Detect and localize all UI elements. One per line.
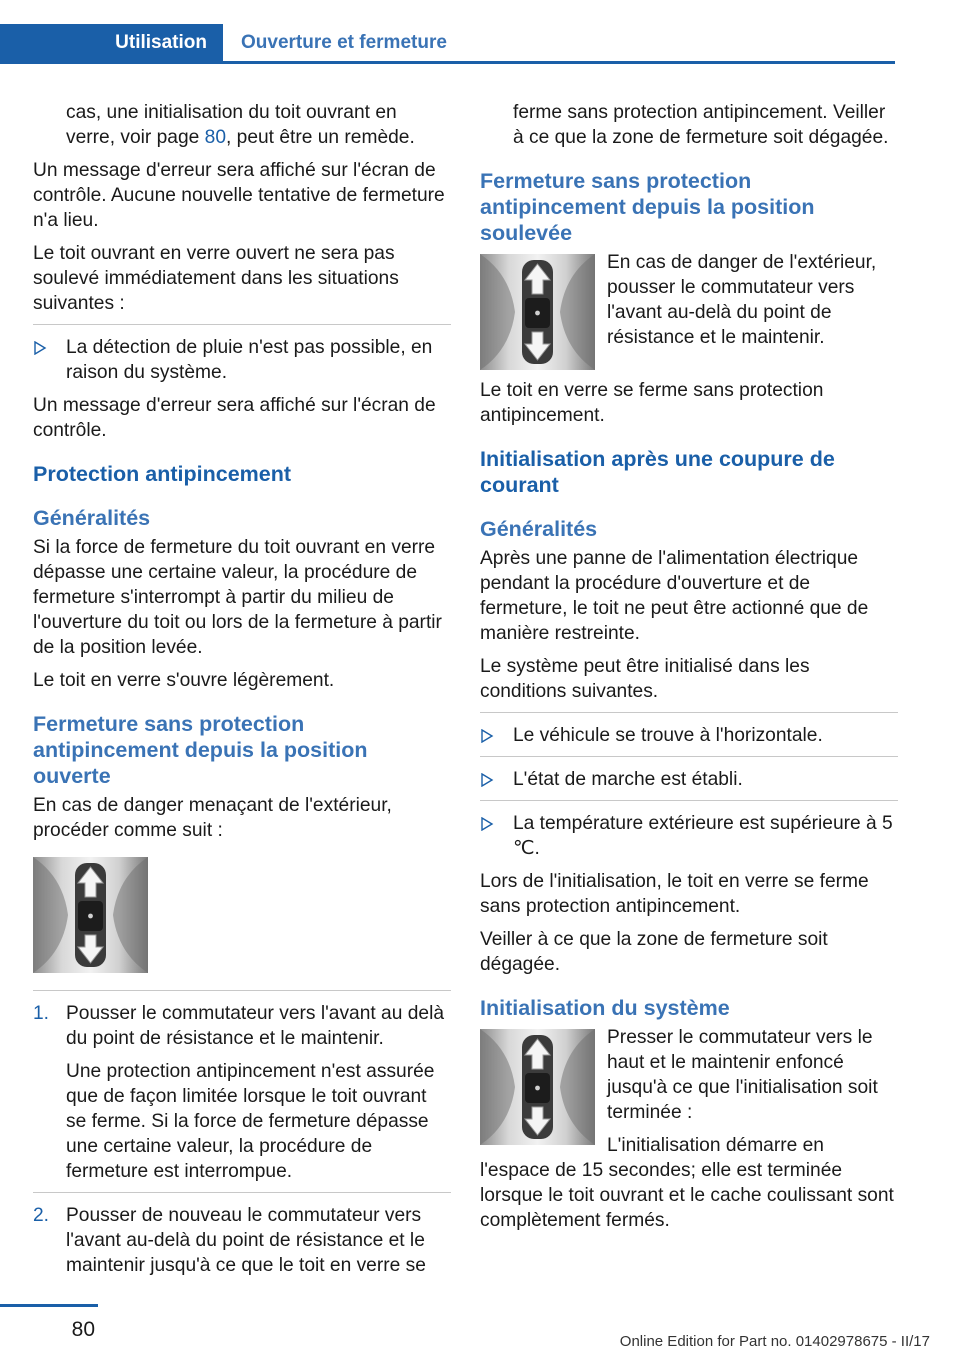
divider (33, 990, 451, 991)
list-item: 2. Pousser de nouveau le commutateur vers l'avant au-delà du point de résistance et le maintenir jusqu'à ce que le toit en verre se (33, 1205, 426, 1276)
triangle-bullet-icon (33, 341, 47, 355)
subsection-heading: Fermeture sans protection antipincement depuis la position soulevée (480, 169, 815, 245)
paragraph: Un message d'erreur sera affiché sur l'écran de contrôle. (33, 395, 436, 441)
list-item: L'état de marche est établi. (480, 767, 898, 792)
section-heading: Protection antipincement (33, 462, 292, 486)
subsection-heading: Initialisation du système (480, 996, 730, 1020)
step-number: 1. (33, 1003, 50, 1024)
roof-switch-image (480, 1029, 595, 1145)
triangle-bullet-icon (480, 729, 494, 743)
paragraph: En cas de danger menaçant de l'extérieur, procéder comme suit : (33, 795, 392, 841)
list-item: La température extérieure est supérieure à 5 ℃. (480, 811, 898, 861)
paragraph: Si la force de fermeture du toit ouvrant en verre dépasse une certaine valeur, la procédure de fermeture s'interrompt à partir du milieu de l'ouverture du toit ou lors de la fermeture à partir de la position levée. (33, 537, 442, 658)
step-note: Une protection antipincement n'est assurée que de façon limitée lorsque le toit ouvrant se ferme. Si la force de fermeture dépasse une certaine valeur, la procédure de fermeture est interrompue. (66, 1061, 435, 1182)
paragraph: Lors de l'initialisation, le toit en verre se ferme sans protection antipincement. (480, 871, 869, 917)
step-number: 2. (33, 1205, 50, 1226)
roof-switch-image (480, 254, 595, 370)
subsection-heading: Généralités (480, 517, 598, 541)
paragraph: Le toit en verre se ferme sans protection antipincement. (480, 380, 824, 426)
divider (480, 800, 898, 801)
subsection-heading: Généralités (33, 506, 151, 530)
edition-note: Online Edition for Part no. 01402978675 - II/17 (619, 1333, 930, 1350)
header-rule (0, 61, 895, 64)
divider (33, 1192, 451, 1193)
divider (480, 712, 898, 713)
left-column (33, 100, 451, 1286)
tab-utilisation[interactable]: Utilisation (0, 24, 223, 62)
page-number: 80 (71, 1318, 95, 1341)
paragraph: Après une panne de l'alimentation électrique pendant la procédure d'ouverture et de fermeture, le toit ne peut être actionné que de manière restreinte. (480, 548, 869, 644)
divider (33, 324, 451, 325)
list-item: 1. Pousser le commutateur vers l'avant au delà du point de résistance et le maintenir. (33, 1003, 445, 1049)
triangle-bullet-icon (480, 773, 494, 787)
paragraph: cas, une initialisation du toit ouvrant en verre, voir page 80, peut être un remède. (66, 102, 415, 148)
paragraph: Presser le commutateur vers le haut et le maintenir enfoncé jusqu'à ce que l'initialisation soit terminée : (607, 1027, 878, 1123)
paragraph: Un message d'erreur sera affiché sur l'écran de contrôle. Aucune nouvelle tentative de fermeture n'a lieu. (33, 160, 445, 231)
page-header (0, 24, 895, 64)
subsection-heading: Fermeture sans protection antipincement depuis la position ouverte (33, 712, 368, 788)
paragraph: En cas de danger de l'extérieur, pousser le commutateur vers l'avant au-delà du point de résistance et le maintenir. (607, 252, 877, 348)
list-item: La détection de pluie n'est pas possible, en raison du système. (33, 335, 451, 385)
page-link[interactable]: 80 (204, 127, 226, 148)
paragraph: Le système peut être initialisé dans les conditions suivantes. (480, 656, 810, 702)
section-heading: Initialisation après une coupure de courant (480, 447, 835, 497)
paragraph: Veiller à ce que la zone de fermeture soit dégagée. (480, 929, 828, 975)
paragraph: Le toit ouvrant en verre ouvert ne sera pas soulevé immédiatement dans les situations suivantes : (33, 243, 399, 314)
footer-rule (0, 1304, 98, 1307)
paragraph: L'initialisation démarre en l'espace de 15 secondes; elle est terminée lorsque le toit ouvrant et le cache coulissant sont complètement fermés. (480, 1135, 894, 1231)
list-item: Le véhicule se trouve à l'horizontale. (480, 723, 898, 748)
right-column (480, 100, 898, 1241)
tab-ouverture-fermeture[interactable]: Ouverture et fermeture (241, 32, 447, 53)
paragraph: ferme sans protection antipincement. Veiller à ce que la zone de fermeture soit dégagée. (513, 102, 889, 148)
roof-switch-image (33, 857, 148, 973)
divider (480, 756, 898, 757)
paragraph: Le toit en verre s'ouvre légèrement. (33, 670, 335, 691)
triangle-bullet-icon (480, 817, 494, 831)
